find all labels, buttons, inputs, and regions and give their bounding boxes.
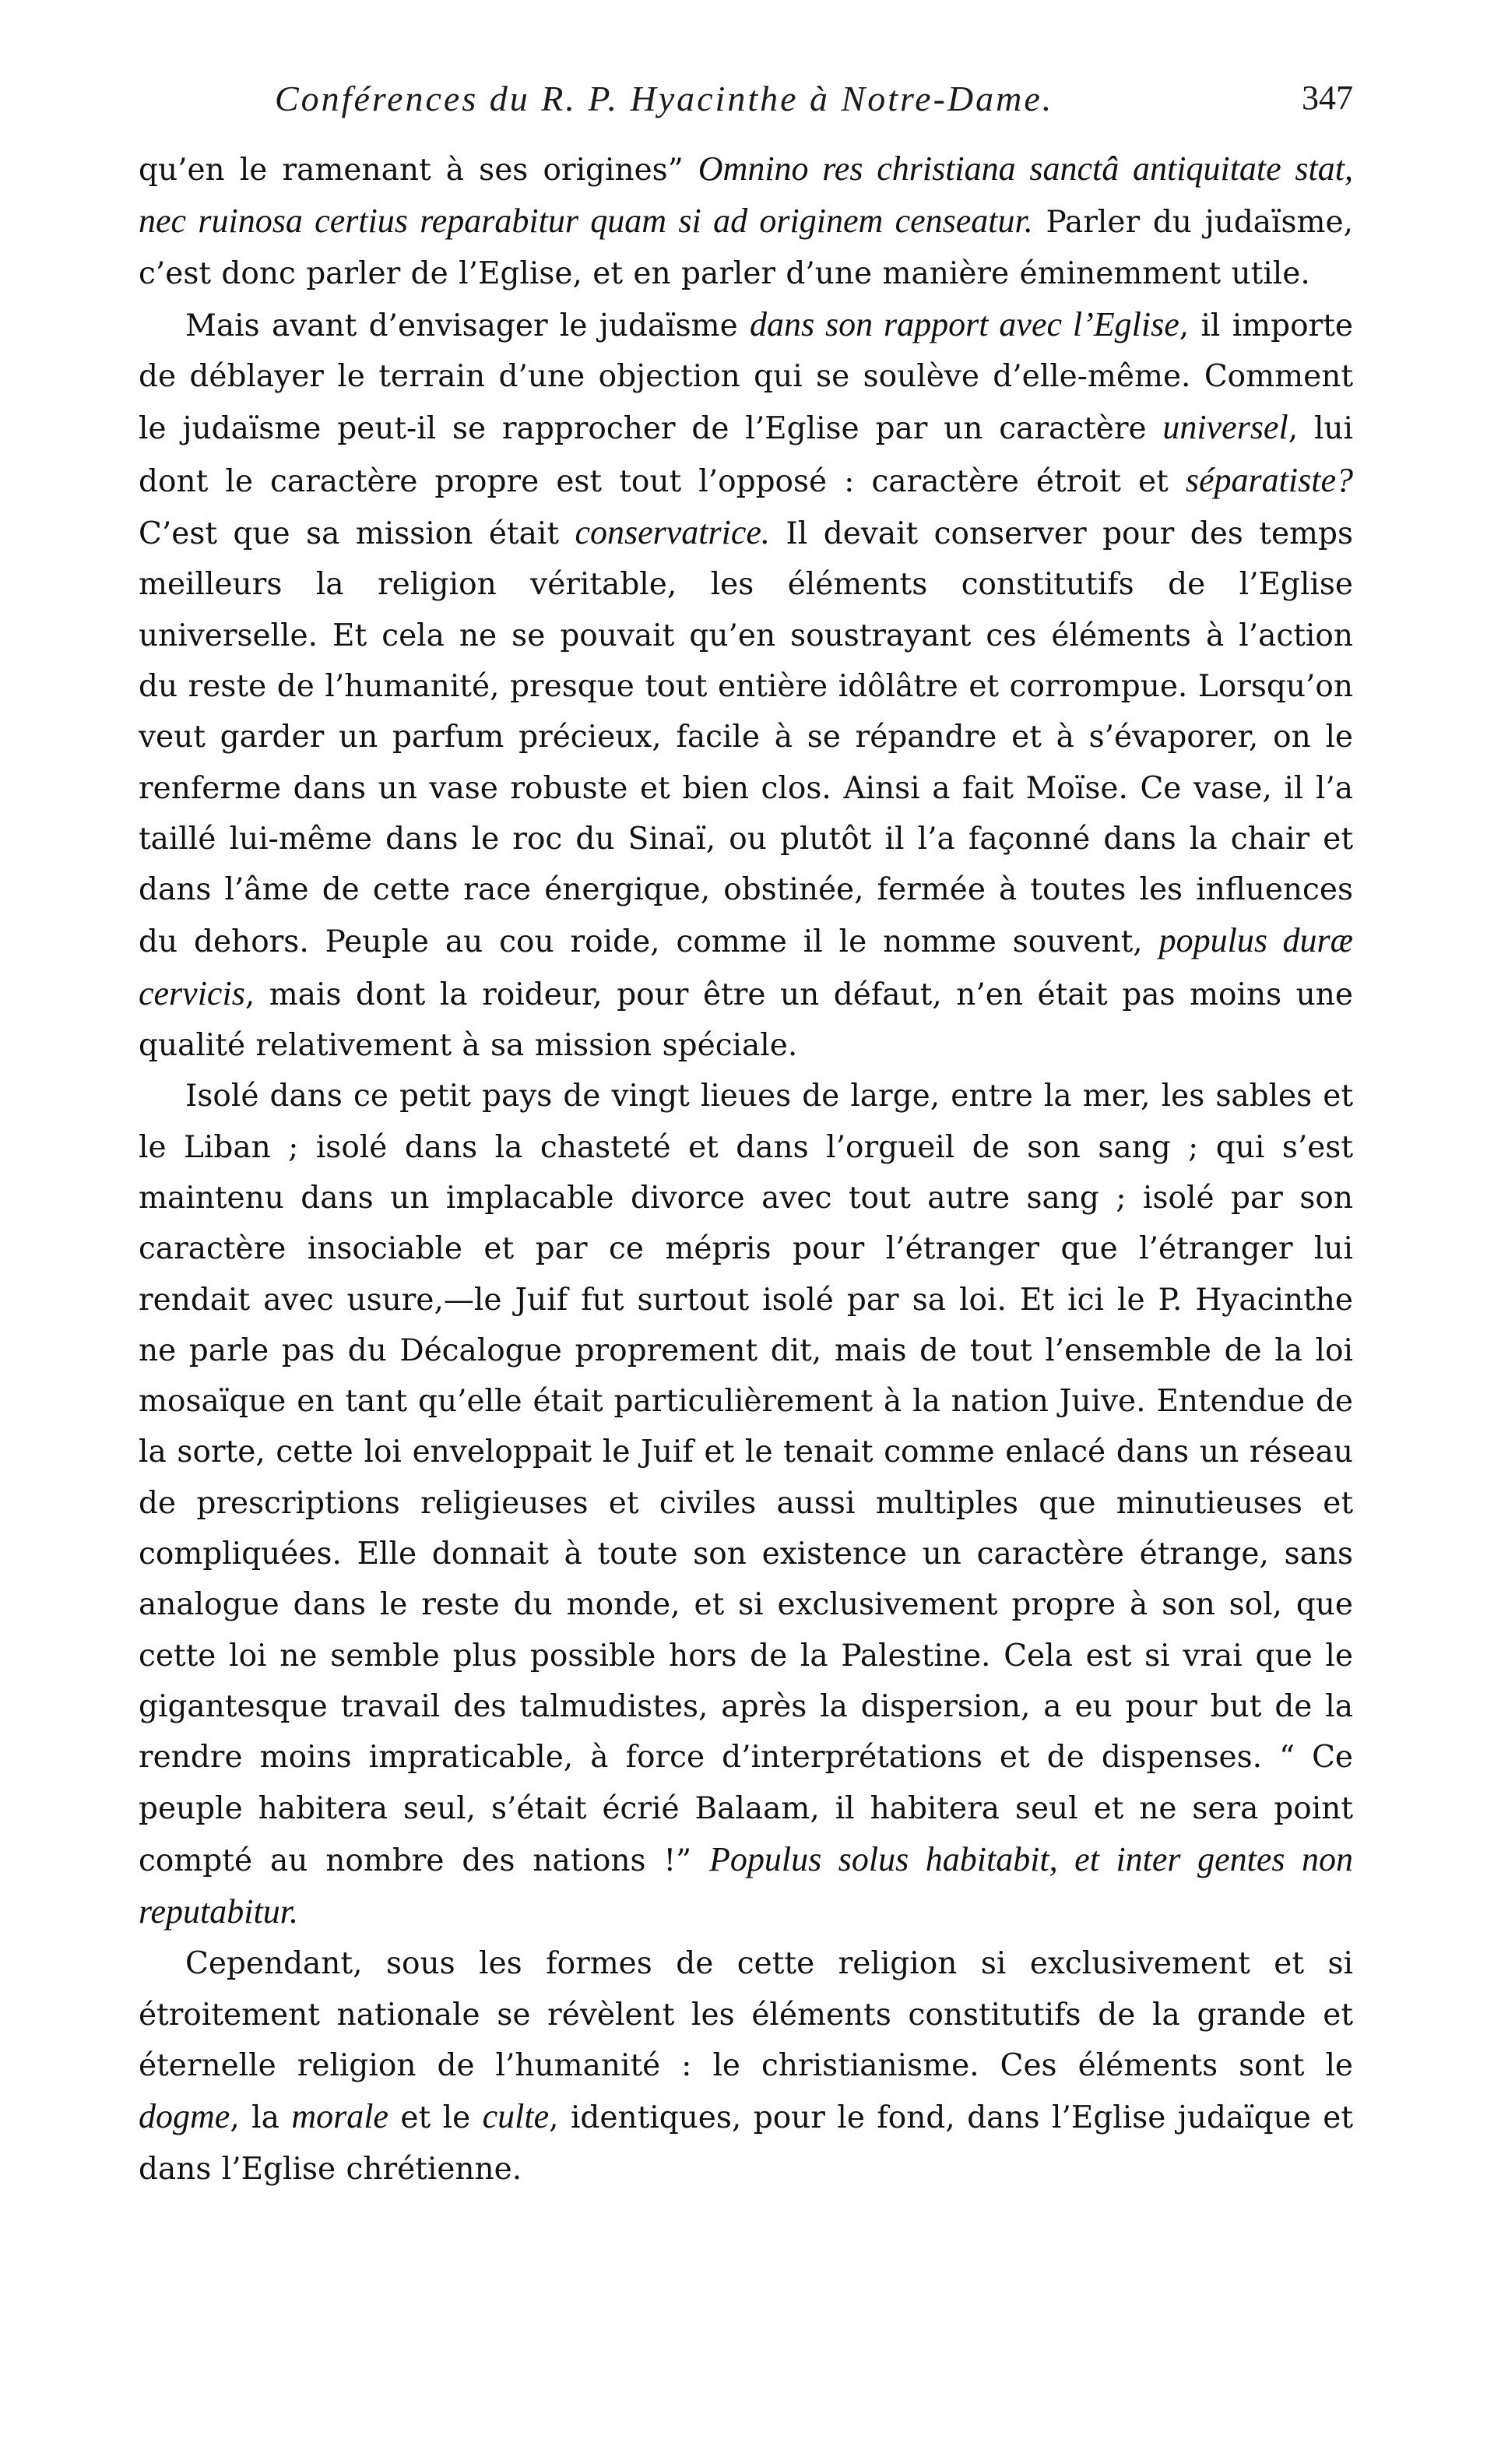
page-number: 347 <box>1302 79 1353 117</box>
text-segment: , mais dont la roideur, pour être un défaut, n’en était pas moins une qualité relativement à sa mission spéciale. <box>139 977 1353 1064</box>
text-segment: , la <box>230 2100 292 2136</box>
text-segment: et le <box>388 2100 483 2136</box>
emphasis: culte <box>482 2097 550 2136</box>
running-title: Conférences du R. P. Hyacinthe à Notre-Dame. <box>275 79 1054 118</box>
text-segment: , lui dont le caractère propre est tout l’opposé : caractère étroit et <box>139 411 1354 499</box>
emphasis: dogme <box>139 2097 230 2136</box>
text-segment: qu’en le ramenant à ses origines” <box>139 153 698 188</box>
page-header <box>139 78 1353 143</box>
text-segment: Cependant, sous les formes de cette religion si exclusivement et si étroitement nationale se révèlent les éléments constitutifs de la grande et éternelle religion de l’humanité : le christianisme. Ces éléments sont le <box>139 1946 1353 2083</box>
text-segment: , identiques, pour le fond, dans l’Eglise judaïque et dans l’Eglise chrétienne. <box>139 2100 1354 2187</box>
emphasis: conservatrice. <box>575 513 770 552</box>
emphasis: dans son rapport avec l’Eglise <box>750 304 1179 343</box>
body-text <box>139 143 1353 2195</box>
text-segment: , il importe de déblayer le terrain d’une objection qui se soulève d’elle-même. Comment le judaïsme peut-il se rapprocher de l’Eglise par un caractère <box>139 308 1353 447</box>
text-segment: Il devait conserver pour des temps meilleurs la religion véritable, les éléments constitutifs de l’Eglise universelle. Et cela ne se pouvait qu’en soustrayant ces éléments à l’action du reste de l’humanité, presque tout entière idôlâtre et corrompue. Lorsqu’on veut garder un parfum précieux, facile à se répandre et à s’évaporer, on le renferme dans un vase robuste et bien clos. Ainsi a fait Moïse. Ce vase, il l’a taillé lui-même dans le roc du Sinaï, ou plutôt il l’a façonné dans la chair et dans l’âme de cette race énergique, obstinée, fermée à toutes les influences du dehors. Peuple au cou roide, comme il le nomme souvent, <box>139 516 1353 960</box>
latin-quotation: populus duræ cervicis <box>139 921 1353 1012</box>
text-segment: Parler du judaïsme, c’est donc parler de l’Eglise, et en parler d’une manière éminemment utile. <box>139 205 1353 291</box>
text-segment: Mais avant d’envisager le judaïsme <box>185 308 750 343</box>
text-segment: C’est que sa mission était <box>139 516 575 552</box>
latin-quotation: Omnino res christiana sanctâ antiquitate stat, nec ruinosa certius reparabitur quam si ad originem censeatur. <box>139 150 1353 241</box>
latin-quotation: Populus solus habitabit, et inter gentes non reputabitur. <box>139 1839 1354 1931</box>
document-page <box>139 78 1353 2414</box>
paragraph-3 <box>139 1071 1353 1938</box>
text-segment: Isolé dans ce petit pays de vingt lieues de large, entre la mer, les sables et le Liban ; isolé dans la chasteté et dans l’orgueil de son sang ; qui s’est maintenu dans un implacable divorce avec tout autre sang ; isolé par son caractère insociable et par ce mépris pour l’étranger que l’étranger lui rendait avec usure,—le Juif fut surtout isolé par sa loi. Et ici le P. Hyacinthe ne parle pas du Décalogue proprement dit, mais de tout l’ensemble de la loi mosaïque en tant qu’elle était particulièrement à la nation Juive. Entendue de la sorte, cette loi enveloppait le Juif et le tenait comme enlacé dans un réseau de prescriptions religieuses et civiles aussi multiples que minutieuses et compliquées. Elle donnait à toute son existence un caractère étrange, sans analogue dans le reste du monde, et si exclusivement propre à son sol, que cette loi ne semble plus possible hors de la Palestine. Cela est si vrai que le gigantesque travail des talmudistes, après la dispersion, a eu pour but de la rendre moins impraticable, à force d’interprétations et de dispenses. “ Ce peuple habitera seul, s’était écrié Balaam, il habitera seul et ne sera point compté au nombre des nations !” <box>139 1079 1353 1878</box>
emphasis: universel <box>1162 408 1288 447</box>
paragraph-2 <box>139 299 1353 1071</box>
paragraph-4 <box>139 1938 1353 2194</box>
emphasis: séparatiste? <box>1185 460 1353 499</box>
emphasis: morale <box>291 2097 388 2136</box>
paragraph-1 <box>139 143 1353 299</box>
